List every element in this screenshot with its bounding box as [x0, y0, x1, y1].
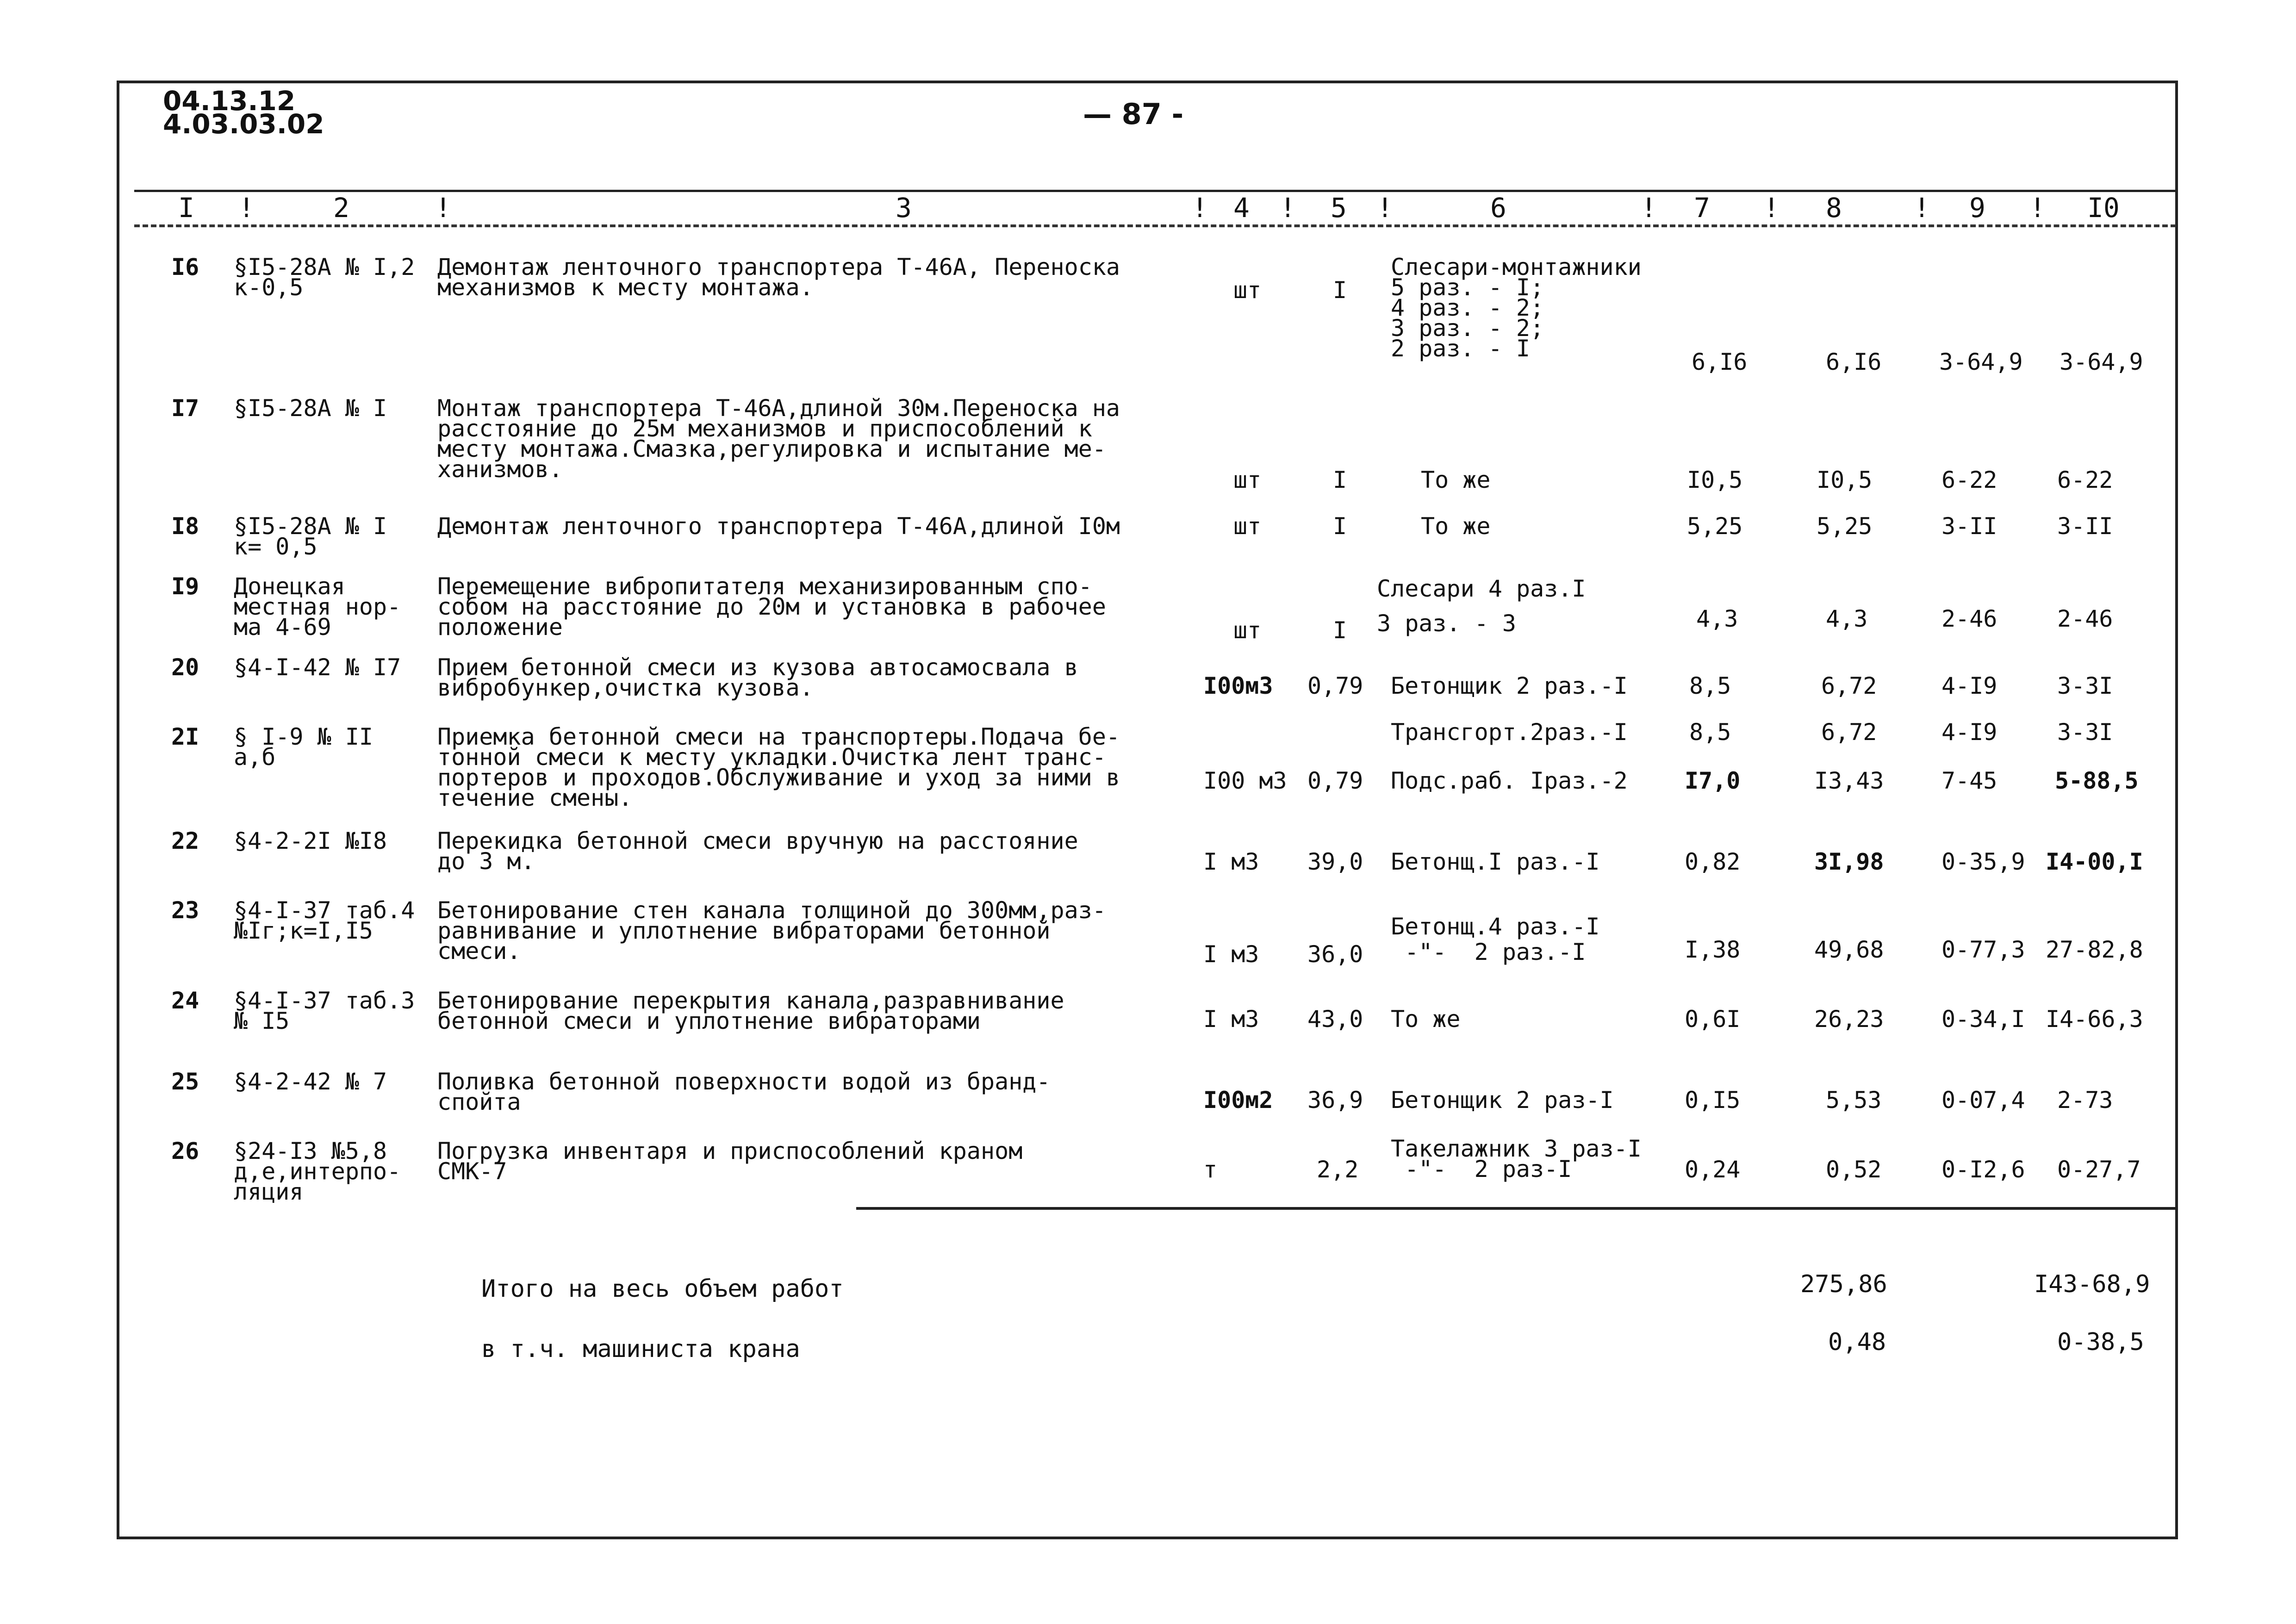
- row-c9: 0-34,I: [1941, 1006, 2025, 1033]
- row-number: 22: [171, 828, 199, 854]
- row-workers: Слесари 4 раз.I 3 раз. - 3: [1377, 575, 1586, 637]
- row-unit: т: [1203, 1156, 1218, 1183]
- row-c10: I4-00,I: [2046, 848, 2143, 875]
- row-unit: шт: [1233, 467, 1262, 493]
- row-number: 26: [171, 1138, 199, 1164]
- row-c7: I,38: [1685, 936, 1741, 963]
- row-c9: 7-45: [1941, 767, 1997, 794]
- row-c10: I4-66,3: [2046, 1006, 2143, 1033]
- row-c8: 26,23: [1814, 1006, 1884, 1033]
- col-header-9: 9: [1969, 192, 1985, 224]
- row-c8: 6,I6: [1826, 348, 1882, 375]
- row-quantity: I: [1333, 467, 1347, 493]
- row-c9: 2-46: [1941, 605, 1997, 632]
- row-c7: 8,5: [1689, 672, 1731, 699]
- row-description: Поливка бетонной поверхности водой из бранд- спойта: [437, 1068, 1051, 1115]
- row-description: Погрузка инвентаря и приспособлений краном СМК-7: [437, 1138, 1023, 1185]
- row-quantity: 36,0: [1307, 941, 1363, 968]
- col-sep: !: [238, 192, 255, 224]
- row-quantity: 0,79: [1307, 672, 1363, 699]
- row-norm: §4-I-37 таб.4 №Iг;к=I,I5: [234, 897, 415, 944]
- row-c8: 6,72: [1821, 672, 1877, 699]
- row-c9: 0-07,4: [1941, 1087, 2025, 1114]
- row-c8: I0,5: [1817, 467, 1873, 493]
- row-description: Демонтаж ленточного транспортера Т-46А,длиной I0м: [437, 513, 1120, 540]
- col-header-2: 2: [333, 192, 349, 224]
- col-sep: !: [1192, 192, 1208, 224]
- row-description: Перекидка бетонной смеси вручную на расстояние до 3 м.: [437, 828, 1078, 875]
- row-norm: Донецкая местная нор- ма 4-69: [234, 573, 401, 641]
- row-quantity: I: [1333, 277, 1347, 304]
- row-c8: 4,3: [1826, 605, 1868, 632]
- col-sep: !: [435, 192, 451, 224]
- page-number: — 87 -: [1083, 97, 1184, 131]
- row-number: I9: [171, 573, 199, 600]
- row-c7: 0,6I: [1685, 1006, 1741, 1033]
- col-sep: !: [1377, 192, 1393, 224]
- row-c8: 5,53: [1826, 1087, 1882, 1114]
- row-norm: §I5-28A № I к= 0,5: [234, 513, 387, 560]
- row-workers: Бетонщик 2 раз.-I: [1391, 672, 1628, 699]
- row-c7: 0,24: [1685, 1156, 1741, 1183]
- row-number: 20: [171, 654, 199, 681]
- row-c7: I7,0: [1685, 767, 1741, 794]
- row-norm: §I5-28A № I,2 к-0,5: [234, 254, 415, 301]
- row-c7: 5,25: [1687, 513, 1743, 540]
- total-c8: 275,86: [1800, 1270, 1887, 1298]
- crane-c10: 0-38,5: [2057, 1328, 2144, 1356]
- row-quantity: 43,0: [1307, 1006, 1363, 1033]
- row-workers: Бетонщ.4 раз.-I -"- 2 раз.-I: [1391, 913, 1600, 965]
- row-norm: §4-2-2I №I8: [234, 828, 387, 854]
- row-c10: 6-22: [2057, 467, 2113, 493]
- row-unit: I00 м3: [1203, 767, 1287, 794]
- row-description: Монтаж транспортера Т-46А,длиной 30м.Переноска на расстояние до 25м механизмов и приспособлений к месту монтажа.Смазка,регулировка и испытание ме- ханизмов.: [437, 395, 1120, 483]
- row-c8: I3,43: [1814, 767, 1884, 794]
- row-workers: Бетонщ.I раз.-I: [1391, 848, 1600, 875]
- row-description: Бетонирование стен канала толщиной до 300мм,раз- равнивание и уплотнение вибраторами бетонной смеси.: [437, 897, 1106, 964]
- table-end-rule: [856, 1207, 2176, 1210]
- row-c9: 0-77,3: [1941, 936, 2025, 963]
- row-norm: § I-9 № II а,б: [234, 723, 373, 771]
- row-c8: 5,25: [1817, 513, 1873, 540]
- col-header-3: 3: [896, 192, 912, 224]
- row-c7: 0,82: [1685, 848, 1741, 875]
- col-sep: !: [2029, 192, 2046, 224]
- row-c8: 0,52: [1826, 1156, 1882, 1183]
- row-description: Прием бетонной смеси из кузова автосамосвала в вибробункер,очистка кузова.: [437, 654, 1078, 701]
- row-c10: 3-64,9: [2060, 348, 2143, 375]
- row-c9: 4-I9: [1941, 672, 1997, 699]
- row-c10: 27-82,8: [2046, 936, 2143, 963]
- row-description: Демонтаж ленточного транспортера Т-46А, Переноска механизмов к месту монтажа.: [437, 254, 1120, 301]
- row-c9-a: 4-I9: [1941, 719, 1997, 746]
- row-number: I6: [171, 254, 199, 280]
- row-c7: 4,3: [1696, 605, 1738, 632]
- row-quantity: 39,0: [1307, 848, 1363, 875]
- row-c10: 2-73: [2057, 1087, 2113, 1114]
- row-c7-a: 8,5: [1689, 719, 1731, 746]
- page-frame-right: [2175, 81, 2178, 1539]
- col-header-5: 5: [1331, 192, 1347, 224]
- row-c9: 0-35,9: [1941, 848, 2025, 875]
- row-c9: 3-64,9: [1939, 348, 2023, 375]
- row-norm: §I5-28A № I: [234, 395, 387, 422]
- row-description: Бетонирование перекрытия канала,разравнивание бетонной смеси и уплотнение вибраторами: [437, 987, 1064, 1034]
- row-description: Перемещение вибропитателя механизированным спо- собом на расстояние до 20м и установка в рабочее положение: [437, 573, 1106, 641]
- row-c9: 3-II: [1941, 513, 1997, 540]
- row-unit: шт: [1233, 277, 1262, 304]
- doc-code-2: 4.03.03.02: [163, 108, 324, 140]
- row-c10: 3-3I: [2057, 672, 2113, 699]
- total-label: Итого на весь объем работ: [481, 1275, 844, 1303]
- crane-label: в т.ч. машиниста крана: [481, 1335, 800, 1363]
- row-quantity: I: [1333, 617, 1347, 644]
- row-workers: Такелажник 3 раз-I -"- 2 раз-I: [1391, 1135, 1642, 1182]
- row-c8-a: 6,72: [1821, 719, 1877, 746]
- row-c10: 2-46: [2057, 605, 2113, 632]
- row-workers: То же: [1421, 513, 1491, 540]
- row-number: I8: [171, 513, 199, 540]
- col-sep: !: [1914, 192, 1930, 224]
- row-unit: I м3: [1203, 1006, 1259, 1033]
- row-unit: I00м2: [1203, 1087, 1273, 1114]
- row-workers-a: Трансгорт.2раз.-I: [1391, 719, 1628, 746]
- total-c10: I43-68,9: [2034, 1270, 2150, 1298]
- row-c8: 49,68: [1814, 936, 1884, 963]
- doc-code-1: 04.13.12: [163, 85, 296, 117]
- row-c10: 5-88,5: [2055, 767, 2139, 794]
- row-unit: I00м3: [1203, 672, 1273, 699]
- row-workers: Бетонщик 2 раз-I: [1391, 1087, 1614, 1114]
- col-header-8: 8: [1826, 192, 1842, 224]
- col-sep: !: [1763, 192, 1780, 224]
- row-c10-a: 3-3I: [2057, 719, 2113, 746]
- row-norm: §4-I-37 таб.3 № I5: [234, 987, 415, 1034]
- row-number: I7: [171, 395, 199, 422]
- page-frame: [117, 81, 2178, 1539]
- row-description: Приемка бетонной смеси на транспортеры.Подача бе- тонной смеси к месту укладки.Очистка лент транс- портеров и проходов.Обслуживание и уход за ними в течение смены.: [437, 723, 1120, 811]
- row-unit: шт: [1233, 513, 1262, 540]
- row-workers: То же: [1421, 467, 1491, 493]
- row-workers: Подс.раб. Iраз.-2: [1391, 767, 1628, 794]
- col-header-10: I0: [2087, 192, 2120, 224]
- row-number: 2I: [171, 723, 199, 750]
- row-quantity: 2,2: [1317, 1156, 1359, 1183]
- row-unit: шт: [1233, 617, 1262, 644]
- col-header-1: I: [178, 192, 194, 224]
- col-sep: !: [1641, 192, 1657, 224]
- row-norm: §24-I3 №5,8 д,е,интерпо- ляция: [234, 1138, 401, 1205]
- row-number: 23: [171, 897, 199, 924]
- row-workers: Слесари-монтажники 5 раз. - I; 4 раз. - 2; 3 раз. - 2; 2 раз. - I: [1391, 254, 1642, 362]
- col-header-7: 7: [1694, 192, 1710, 224]
- row-unit: I м3: [1203, 941, 1259, 968]
- row-norm: §4-I-42 № I7: [234, 654, 401, 681]
- crane-c8: 0,48: [1828, 1328, 1886, 1356]
- row-c10: 0-27,7: [2057, 1156, 2141, 1183]
- col-header-6: 6: [1490, 192, 1506, 224]
- row-quantity: 0,79: [1307, 767, 1363, 794]
- row-c9: 6-22: [1941, 467, 1997, 493]
- row-c10: 3-II: [2057, 513, 2113, 540]
- row-norm: §4-2-42 № 7: [234, 1068, 387, 1095]
- row-unit: I м3: [1203, 848, 1259, 875]
- col-sep: !: [1280, 192, 1296, 224]
- header-bottom-rule: [134, 224, 2176, 227]
- row-quantity: 36,9: [1307, 1087, 1363, 1114]
- col-header-4: 4: [1233, 192, 1250, 224]
- row-number: 24: [171, 987, 199, 1014]
- row-c7: 0,I5: [1685, 1087, 1741, 1114]
- row-number: 25: [171, 1068, 199, 1095]
- row-c7: 6,I6: [1692, 348, 1748, 375]
- row-c8: 3I,98: [1814, 848, 1884, 875]
- row-c9: 0-I2,6: [1941, 1156, 2025, 1183]
- row-quantity: I: [1333, 513, 1347, 540]
- row-workers: То же: [1391, 1006, 1461, 1033]
- row-c7: I0,5: [1687, 467, 1743, 493]
